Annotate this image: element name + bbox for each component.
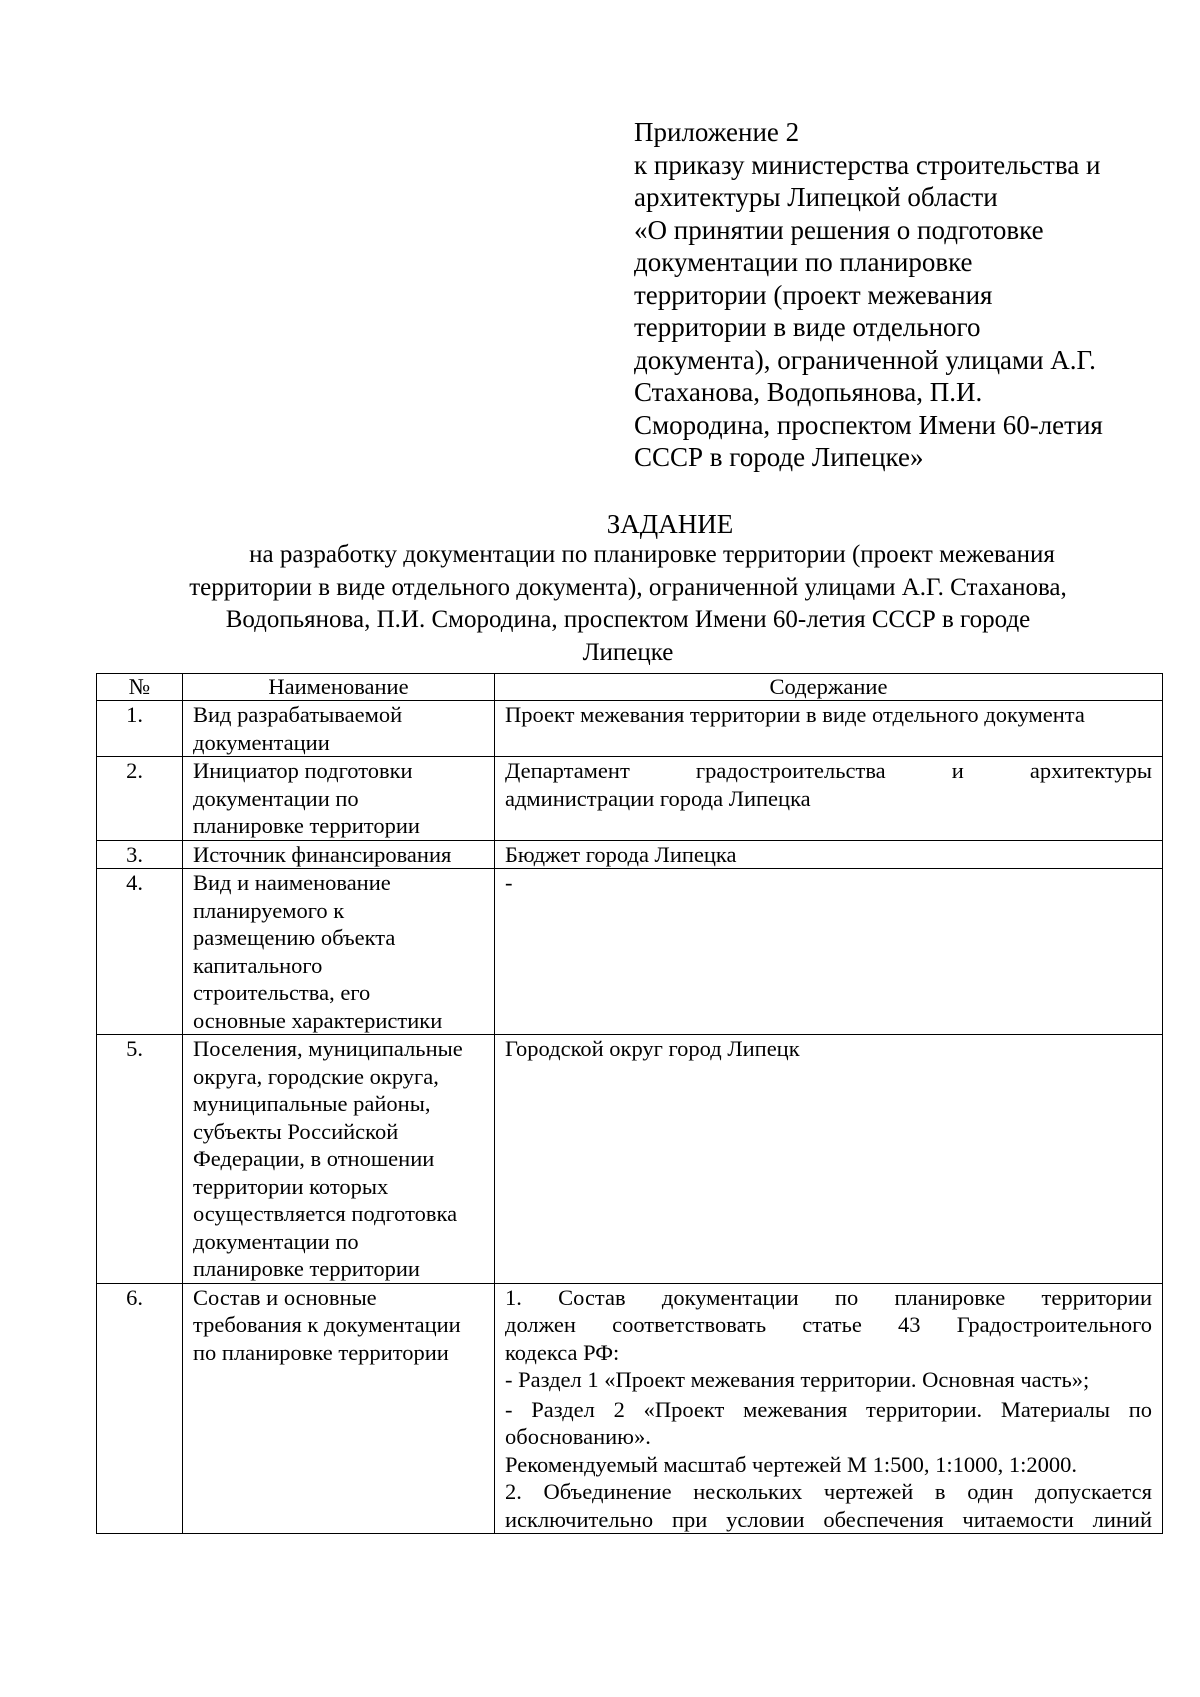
table-row	[97, 840, 1163, 869]
appendix-line: архитектуры Липецкой области	[634, 182, 998, 212]
appendix-line: территории в виде отдельного	[634, 312, 981, 342]
row-name-line: Вид и наименование	[193, 870, 391, 895]
table-header-row	[97, 674, 1163, 701]
row-name-line: территории которых	[193, 1173, 389, 1199]
row-content-line: Проект межевания территории в виде отдельного документа	[505, 702, 1085, 727]
row-name	[183, 869, 495, 1035]
table-row	[97, 701, 1163, 757]
row-content-line: 2. Объединение нескольких чертежей в один допускается	[505, 1479, 1152, 1504]
row-content-line: Бюджет города Липецка	[505, 841, 737, 867]
row-name-line: документации по	[193, 785, 359, 811]
row-content	[495, 757, 1163, 841]
row-content-line: исключительно при условии обеспечения читаемости линий	[505, 1506, 1152, 1532]
task-table	[96, 673, 1163, 1534]
row-name-line: размещению объекта	[193, 925, 396, 950]
row-content-line: - Раздел 2 «Проект межевания территории. Материалы по	[505, 1396, 1152, 1422]
subtitle-line: Водопьянова, П.И. Смородина, проспектом Имени 60-летия СССР в городе	[225, 606, 1031, 633]
table-row	[97, 1283, 1163, 1534]
row-content-line: должен соответствовать статье 43 Градостроительного	[505, 1312, 1152, 1337]
appendix-block	[634, 116, 1134, 474]
document-subtitle	[96, 539, 1160, 669]
row-content-line: кодекса РФ:	[505, 1339, 620, 1365]
row-name-line: по планировке территории	[193, 1339, 449, 1365]
row-content-line: 1. Состав документации по планировке территории	[505, 1284, 1152, 1310]
appendix-line: территории (проект межевания	[634, 279, 993, 310]
row-name-line: планировке территории	[193, 1256, 420, 1281]
appendix-line: Стаханова, Водопьянова, П.И.	[634, 377, 983, 407]
row-name-line: Инициатор подготовки	[193, 758, 413, 783]
row-content	[495, 1035, 1163, 1284]
appendix-line: «О принятии решения о подготовке	[634, 214, 1044, 245]
row-name-line: осуществляется подготовка	[193, 1201, 458, 1226]
appendix-line: к приказу министерства строительства и	[634, 149, 1101, 180]
row-name-line: Поселения, муниципальные	[193, 1036, 463, 1061]
appendix-line: документации по планировке	[634, 247, 973, 277]
row-content	[495, 869, 1163, 1035]
appendix-line: документа), ограниченной улицами А.Г.	[634, 344, 1096, 375]
row-name-line: капитального	[193, 952, 323, 978]
row-content-line: Рекомендуемый масштаб чертежей М 1:500, 1:1000, 1:2000.	[505, 1451, 1078, 1477]
row-content-line: - Раздел 1 «Проект межевания территории. Основная часть»;	[505, 1367, 1090, 1392]
row-name-line: планировке территории	[193, 813, 420, 838]
row-name-line: Вид разрабатываемой	[193, 702, 403, 727]
row-content-line: администрации города Липецка	[505, 785, 811, 811]
row-name-line: документации	[193, 729, 330, 755]
subtitle-line: территории в виде отдельного документа), ограниченной улицами А.Г. Стаханова,	[189, 573, 1067, 601]
row-name-line: строительства, его	[193, 980, 371, 1005]
row-name-line: документации по	[193, 1228, 359, 1254]
column-header-number: №	[97, 674, 183, 701]
row-number: 2.	[97, 757, 183, 841]
subtitle-line: Липецке	[582, 638, 674, 666]
table-row	[97, 757, 1163, 841]
row-name	[183, 757, 495, 841]
row-content	[495, 1283, 1163, 1534]
row-name-line: муниципальные районы,	[193, 1091, 431, 1116]
row-number: 3.	[97, 840, 183, 869]
row-name-line: округа, городские округа,	[193, 1063, 439, 1089]
row-name	[183, 1035, 495, 1284]
appendix-line: Смородина, проспектом Имени 60-летия	[634, 409, 1103, 440]
row-content-line: Городской округ город Липецк	[505, 1036, 800, 1061]
row-name-line: Источник финансирования	[193, 841, 452, 867]
row-number: 1.	[97, 701, 183, 757]
row-name-line: планируемого к	[193, 897, 345, 923]
column-header-name: Наименование	[183, 674, 495, 701]
row-name-line: основные характеристики	[193, 1007, 443, 1033]
document-heading: ЗАДАНИЕ	[606, 509, 734, 539]
row-content-line: Департамент градостроительства и архитектуры	[505, 758, 1152, 783]
row-content-line: обоснованию».	[505, 1424, 651, 1449]
row-name-line: Федерации, в отношении	[193, 1146, 435, 1171]
row-number: 6.	[97, 1283, 183, 1534]
column-header-content: Содержание	[495, 674, 1163, 701]
row-name	[183, 701, 495, 757]
row-name	[183, 840, 495, 869]
table-row	[97, 1035, 1163, 1284]
appendix-line: Приложение 2	[634, 117, 800, 147]
row-number: 5.	[97, 1035, 183, 1284]
row-name-line: субъекты Российской	[193, 1118, 399, 1144]
row-content-line: -	[505, 870, 513, 895]
row-name	[183, 1283, 495, 1534]
row-name-line: Состав и основные	[193, 1284, 377, 1310]
row-content	[495, 701, 1163, 757]
subtitle-line: на разработку документации по планировке территории (проект межевания	[249, 541, 1055, 568]
row-name-line: требования к документации	[193, 1312, 461, 1337]
appendix-line: СССР в городе Липецке»	[634, 442, 924, 472]
table-row	[97, 869, 1163, 1035]
row-content	[495, 840, 1163, 869]
row-number: 4.	[97, 869, 183, 1035]
